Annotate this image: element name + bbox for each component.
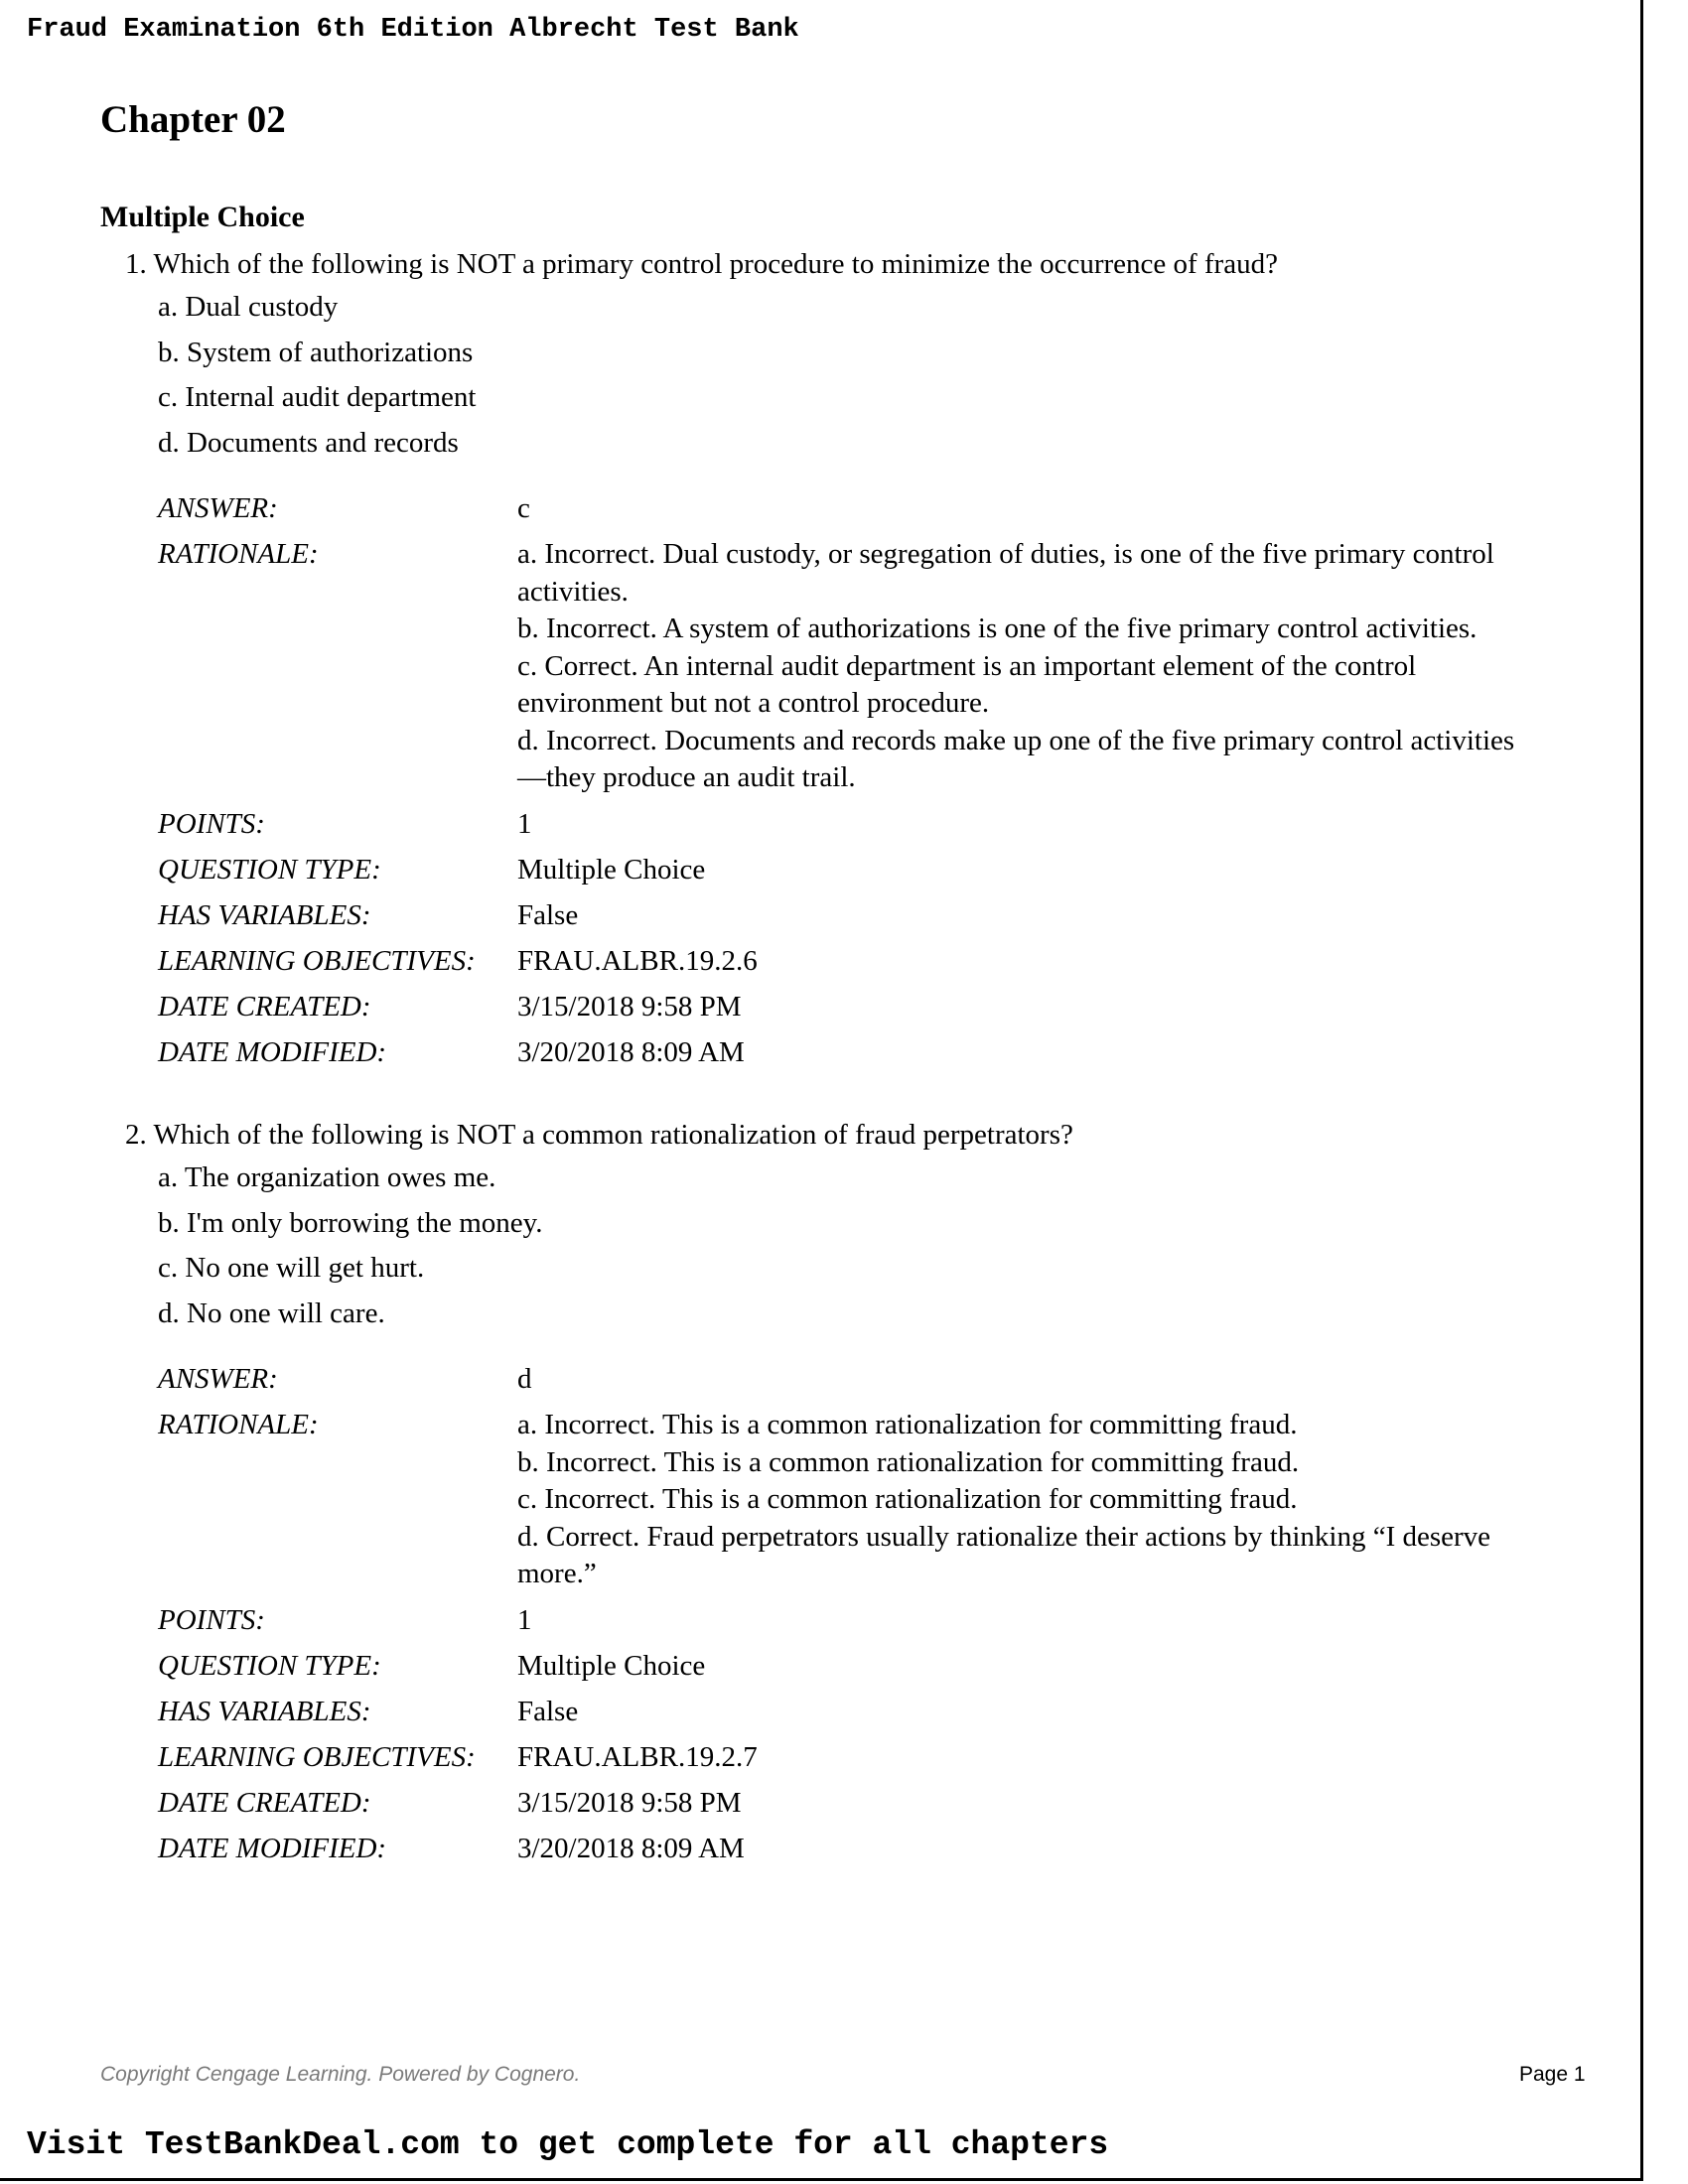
date-modified-value: 3/20/2018 8:09 AM: [517, 1035, 745, 1068]
question-type-label: QUESTION TYPE:: [158, 1649, 381, 1682]
rationale-line: a. Incorrect. Dual custody, or segregation of duties, is one of the five primary control: [517, 538, 1494, 570]
date-modified-label: DATE MODIFIED:: [158, 1035, 387, 1068]
rationale-line: a. Incorrect. This is a common rationalization for committing fraud.: [517, 1409, 1298, 1440]
chapter-title: Chapter 02: [100, 98, 286, 141]
option-d: d. No one will care.: [158, 1297, 385, 1329]
date-modified-row: [158, 1831, 1588, 1867]
answer-options: [158, 1160, 543, 1340]
has-variables-row: [158, 1694, 1588, 1730]
option-d: d. Documents and records: [158, 426, 459, 459]
option-b: b. System of authorizations: [158, 336, 474, 368]
rationale-line: b. Incorrect. A system of authorizations is one of the five primary control activities.: [517, 613, 1477, 644]
has-variables-label: HAS VARIABLES:: [158, 898, 371, 931]
option-c: c. Internal audit department: [158, 381, 477, 413]
has-variables-value: False: [517, 898, 579, 931]
question-number: 2.: [125, 1119, 147, 1151]
answer-row: [158, 1361, 1588, 1398]
question-metadata: [158, 490, 1588, 1080]
answer-label: ANSWER:: [158, 1363, 278, 1395]
date-created-row: [158, 1785, 1588, 1822]
learning-objectives-label: LEARNING OBJECTIVES:: [158, 1740, 476, 1773]
learning-objectives-value: FRAU.ALBR.19.2.6: [517, 944, 758, 977]
rationale-line: d. Incorrect. Documents and records make up one of the five primary control activities: [517, 724, 1515, 756]
rationale-label: RATIONALE:: [158, 538, 319, 570]
learning-objectives-value: FRAU.ALBR.19.2.7: [517, 1740, 758, 1773]
rationale-label: RATIONALE:: [158, 1409, 319, 1440]
option-a: a. The organization owes me.: [158, 1161, 496, 1193]
points-value: 1: [517, 1603, 532, 1636]
answer-value: c: [517, 492, 530, 524]
learning-objectives-row: [158, 1739, 1588, 1776]
points-row: [158, 1602, 1588, 1639]
learning-objectives-label: LEARNING OBJECTIVES:: [158, 944, 476, 977]
option-a: a. Dual custody: [158, 291, 339, 323]
points-row: [158, 806, 1588, 843]
points-value: 1: [517, 807, 532, 840]
question-type-row: [158, 852, 1588, 888]
rationale-value: [517, 536, 1588, 797]
answer-options: [158, 289, 476, 470]
rationale-row: [158, 536, 1588, 797]
date-created-row: [158, 989, 1588, 1025]
rationale-line: c. Incorrect. This is a common rationalization for committing fraud.: [517, 1483, 1298, 1515]
has-variables-value: False: [517, 1695, 579, 1727]
question-text: Which of the following is NOT a primary control procedure to minimize the occurrence of fraud?: [153, 248, 1278, 280]
rationale-value: [517, 1407, 1588, 1593]
points-label: POINTS:: [158, 1603, 265, 1636]
question-type-label: QUESTION TYPE:: [158, 853, 381, 886]
date-modified-row: [158, 1034, 1588, 1071]
rationale-line: b. Incorrect. This is a common rationalization for committing fraud.: [517, 1445, 1300, 1478]
answer-value: d: [517, 1363, 532, 1395]
question-stem: [125, 1119, 1073, 1152]
answer-row: [158, 490, 1588, 527]
option-c: c. No one will get hurt.: [158, 1252, 425, 1284]
question-stem: [125, 248, 1278, 281]
date-modified-label: DATE MODIFIED:: [158, 1832, 387, 1864]
page-number: Page 1: [1519, 2063, 1586, 2086]
has-variables-row: [158, 897, 1588, 934]
date-created-label: DATE CREATED:: [158, 990, 371, 1023]
rationale-line: d. Correct. Fraud perpetrators usually rationalize their actions by thinking “I deserve: [517, 1520, 1491, 1553]
section-heading: Multiple Choice: [100, 201, 305, 233]
question-metadata: [158, 1361, 1588, 1876]
answer-label: ANSWER:: [158, 492, 278, 524]
question-number: 1.: [125, 248, 147, 280]
date-created-label: DATE CREATED:: [158, 1786, 371, 1819]
rationale-line: c. Correct. An internal audit department is an important element of the control: [517, 649, 1417, 682]
points-label: POINTS:: [158, 807, 265, 840]
date-created-value: 3/15/2018 9:58 PM: [517, 990, 742, 1023]
footer-copyright: Copyright Cengage Learning. Powered by Cognero.: [100, 2063, 581, 2086]
date-modified-value: 3/20/2018 8:09 AM: [517, 1832, 745, 1864]
question-text: Which of the following is NOT a common rationalization of fraud perpetrators?: [153, 1119, 1073, 1151]
footer-banner: Visit TestBankDeal.com to get complete for all chapters: [27, 2126, 1109, 2163]
question-type-value: Multiple Choice: [517, 853, 706, 886]
rationale-line: —they produce an audit trail.: [517, 761, 856, 793]
header-banner: Fraud Examination 6th Edition Albrecht Test Bank: [27, 15, 799, 45]
has-variables-label: HAS VARIABLES:: [158, 1695, 371, 1727]
rationale-line: activities.: [517, 575, 629, 608]
rationale-row: [158, 1407, 1588, 1593]
date-created-value: 3/15/2018 9:58 PM: [517, 1786, 742, 1819]
option-b: b. I'm only borrowing the money.: [158, 1206, 543, 1239]
learning-objectives-row: [158, 943, 1588, 980]
rationale-line: environment but not a control procedure.: [517, 687, 990, 719]
rationale-line: more.”: [517, 1558, 597, 1589]
question-type-row: [158, 1648, 1588, 1685]
question-type-value: Multiple Choice: [517, 1649, 706, 1682]
